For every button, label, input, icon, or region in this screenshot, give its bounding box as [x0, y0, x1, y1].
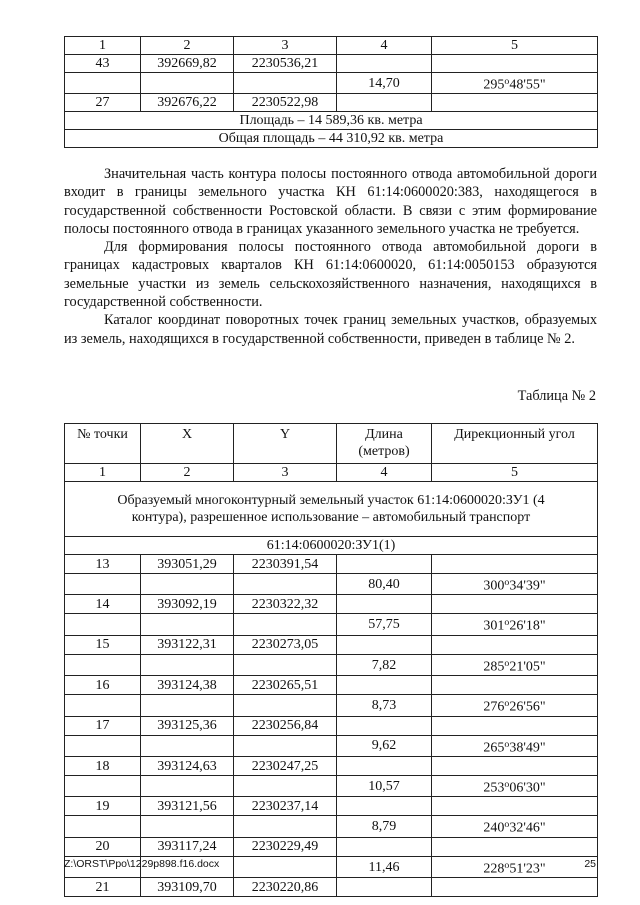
angle-minutes: 51'23": [509, 861, 546, 877]
column-number-row: [65, 37, 598, 55]
page-number: 25: [584, 858, 596, 870]
table-row: [65, 614, 598, 635]
point-number: 13: [65, 555, 141, 574]
x-coordinate: 393122,31: [141, 635, 234, 654]
point-number: 27: [65, 94, 141, 112]
degree-sign: o: [504, 76, 510, 87]
angle-minutes: 21'05": [509, 659, 546, 675]
column-header: X: [141, 424, 234, 464]
point-number: 17: [65, 716, 141, 735]
col-number: 5: [432, 37, 598, 55]
empty-cell: [234, 776, 337, 797]
direction-angle: [432, 695, 598, 716]
y-coordinate: 2230322,32: [234, 595, 337, 614]
segment-length: 80,40: [337, 574, 432, 595]
col-number: 2: [141, 464, 234, 482]
empty-cell: [337, 555, 432, 574]
empty-cell: [141, 654, 234, 675]
area-row: [65, 112, 598, 130]
x-coordinate: 393124,38: [141, 676, 234, 695]
column-header: Длина (метров): [337, 424, 432, 464]
y-coordinate: 2230237,14: [234, 797, 337, 816]
empty-cell: [141, 614, 234, 635]
direction-angle: 295$^o$48'55": [432, 73, 598, 94]
empty-cell: [432, 94, 598, 112]
empty-cell: [432, 716, 598, 735]
empty-cell: [337, 797, 432, 816]
direction-angle: [432, 856, 598, 877]
angle-degrees: 228: [483, 861, 505, 877]
empty-cell: [65, 654, 141, 675]
y-coordinate: 2230536,21: [234, 55, 337, 73]
empty-cell: [337, 878, 432, 897]
empty-cell: [141, 574, 234, 595]
segment-length: 11,46: [337, 856, 432, 877]
section-title: Образуемый многоконтурный земельный участок 61:14:0600020:ЗУ1 (4 контура), разрешенное использование – автомобильный транспорт: [65, 482, 598, 537]
total-area-text: Общая площадь – 44 310,92 кв. метра: [65, 130, 598, 148]
table-row: [65, 816, 598, 837]
column-header: Дирекционный угол: [432, 424, 598, 464]
y-coordinate: 2230273,05: [234, 635, 337, 654]
empty-cell: [65, 816, 141, 837]
column-header: № точки: [65, 424, 141, 464]
section-subtitle: 61:14:0600020:ЗУ1(1): [65, 537, 598, 555]
col-number: 5: [432, 464, 598, 482]
point-number: 19: [65, 797, 141, 816]
column-number-row: [65, 464, 598, 482]
empty-cell: [141, 776, 234, 797]
direction-angle: [432, 816, 598, 837]
x-coordinate: 393124,63: [141, 757, 234, 776]
column-header: Y: [234, 424, 337, 464]
degree-sign: o: [504, 738, 510, 750]
table-row: [65, 735, 598, 756]
empty-cell: [234, 816, 337, 837]
table-row: [65, 94, 598, 112]
empty-cell: [432, 595, 598, 614]
degree-sign: o: [504, 698, 510, 710]
segment-length: 10,57: [337, 776, 432, 797]
table-row: [65, 878, 598, 897]
angle-minutes: 26'56": [509, 699, 546, 715]
point-number: 18: [65, 757, 141, 776]
angle-minutes: 38'49": [509, 740, 546, 756]
footer-file-path: Z:\ORST\Ppo\1229p898.f16.docx: [64, 858, 220, 870]
col-number: 4: [337, 464, 432, 482]
area-text: Площадь – 14 589,36 кв. метра: [65, 112, 598, 130]
empty-cell: [65, 735, 141, 756]
section-title-row: [65, 482, 598, 537]
segment-length: 14,70: [337, 73, 432, 94]
x-coordinate: 393121,56: [141, 797, 234, 816]
angle-minutes: 32'46": [509, 820, 546, 836]
angle-degrees: 276: [483, 699, 505, 715]
empty-cell: [234, 856, 337, 877]
table-row: [65, 757, 598, 776]
empty-cell: [337, 757, 432, 776]
degree-sign: o: [504, 859, 510, 871]
col-number: 3: [234, 464, 337, 482]
col-number: 2: [141, 37, 234, 55]
empty-cell: [65, 574, 141, 595]
col-number: 1: [65, 37, 141, 55]
empty-cell: [141, 73, 234, 94]
empty-cell: [432, 757, 598, 776]
point-number: 21: [65, 878, 141, 897]
angle-degrees: 265: [483, 740, 505, 756]
table-caption: Таблица № 2: [517, 388, 596, 404]
angle-degrees: 285: [483, 659, 505, 675]
table-row: [65, 55, 598, 73]
segment-length: 7,82: [337, 654, 432, 675]
direction-angle: [432, 776, 598, 797]
y-coordinate: 2230391,54: [234, 555, 337, 574]
empty-cell: [234, 73, 337, 94]
empty-cell: [432, 555, 598, 574]
angle-degrees: 240: [483, 820, 505, 836]
degree-sign: o: [504, 819, 510, 831]
table-row: [65, 574, 598, 595]
segment-length: 9,62: [337, 735, 432, 756]
table-row: [65, 654, 598, 675]
empty-cell: [337, 635, 432, 654]
empty-cell: [337, 595, 432, 614]
point-number: 43: [65, 55, 141, 73]
table-row: [65, 797, 598, 816]
table-row: [65, 73, 598, 94]
empty-cell: [65, 614, 141, 635]
table-row: [65, 555, 598, 574]
empty-cell: [337, 716, 432, 735]
section-subtitle-row: [65, 537, 598, 555]
paragraph: Значительная часть контура полосы постоянного отвода автомобильной дороги входит в границы земельного участка КН 61:14:0600020:383, находящегося в государственной собственности Ростовской области. В связи с этим формирование полосы постоянного отвода в границах указанного земельного участка не требуется.: [64, 166, 597, 237]
segment-length: 8,73: [337, 695, 432, 716]
direction-angle: [432, 735, 598, 756]
empty-cell: [234, 574, 337, 595]
point-number: 15: [65, 635, 141, 654]
y-coordinate: 2230265,51: [234, 676, 337, 695]
table-row: [65, 716, 598, 735]
empty-cell: [141, 695, 234, 716]
degree-sign: o: [504, 577, 510, 588]
segment-length: 57,75: [337, 614, 432, 635]
empty-cell: [337, 55, 432, 73]
direction-angle: [432, 654, 598, 675]
degree-sign: o: [504, 617, 510, 629]
empty-cell: [432, 635, 598, 654]
coordinates-body: [65, 555, 598, 897]
degree-sign: o: [504, 657, 510, 669]
empty-cell: [65, 776, 141, 797]
coordinates-table: [64, 423, 598, 897]
point-number: 16: [65, 676, 141, 695]
paragraph: Каталог координат поворотных точек границ земельных участков, образуемых из земель, находящихся в государственной собственности, приведен в таблице № 2.: [64, 312, 597, 347]
direction-angle: [432, 574, 598, 595]
angle-minutes: 06'30": [509, 780, 546, 796]
y-coordinate: 2230220,86: [234, 878, 337, 897]
angle-degrees: 301: [483, 618, 505, 634]
x-coordinate: 392676,22: [141, 94, 234, 112]
y-coordinate: 2230256,84: [234, 716, 337, 735]
empty-cell: [141, 816, 234, 837]
col-number: 4: [337, 37, 432, 55]
point-number: 14: [65, 595, 141, 614]
empty-cell: [432, 55, 598, 73]
direction-angle: [432, 614, 598, 635]
empty-cell: [432, 878, 598, 897]
x-coordinate: 393109,70: [141, 878, 234, 897]
empty-cell: [234, 614, 337, 635]
angle-minutes: 26'18": [509, 618, 546, 634]
paragraph: Для формирования полосы постоянного отвода автомобильной дороги в границах кадастровых кварталов КН 61:14:0600020, 61:14:0050153 образуются земельные участки из земель сельскохозяйственного назначения, находящихся в государственной собственности.: [64, 239, 597, 311]
table-row: [65, 676, 598, 695]
coordinates-table-continued: [64, 36, 598, 148]
degree-sign: o: [504, 779, 510, 791]
header-row: [65, 424, 598, 464]
angle-degrees: 300: [483, 578, 505, 594]
col-number: 3: [234, 37, 337, 55]
x-coordinate: 393092,19: [141, 595, 234, 614]
empty-cell: [432, 837, 598, 856]
empty-cell: [141, 735, 234, 756]
x-coordinate: 393117,24: [141, 837, 234, 856]
point-number: 20: [65, 837, 141, 856]
empty-cell: [234, 695, 337, 716]
table-row: [65, 695, 598, 716]
x-coordinate: 392669,82: [141, 55, 234, 73]
y-coordinate: 2230522,98: [234, 94, 337, 112]
table-row: [65, 595, 598, 614]
table-row: [65, 837, 598, 856]
segment-length: 8,79: [337, 816, 432, 837]
empty-cell: [337, 676, 432, 695]
angle-degrees: 253: [483, 780, 505, 796]
empty-cell: [432, 676, 598, 695]
col-number: 1: [65, 464, 141, 482]
empty-cell: [432, 797, 598, 816]
angle-minutes: 34'39": [509, 578, 546, 594]
empty-cell: [65, 695, 141, 716]
table-row: [65, 635, 598, 654]
empty-cell: [234, 735, 337, 756]
x-coordinate: 393051,29: [141, 555, 234, 574]
empty-cell: [234, 654, 337, 675]
table-row: [65, 776, 598, 797]
empty-cell: [337, 837, 432, 856]
empty-cell: [65, 73, 141, 94]
x-coordinate: 393125,36: [141, 716, 234, 735]
y-coordinate: 2230229,49: [234, 837, 337, 856]
empty-cell: [337, 94, 432, 112]
body-text: [64, 165, 597, 348]
y-coordinate: 2230247,25: [234, 757, 337, 776]
total-area-row: [65, 130, 598, 148]
